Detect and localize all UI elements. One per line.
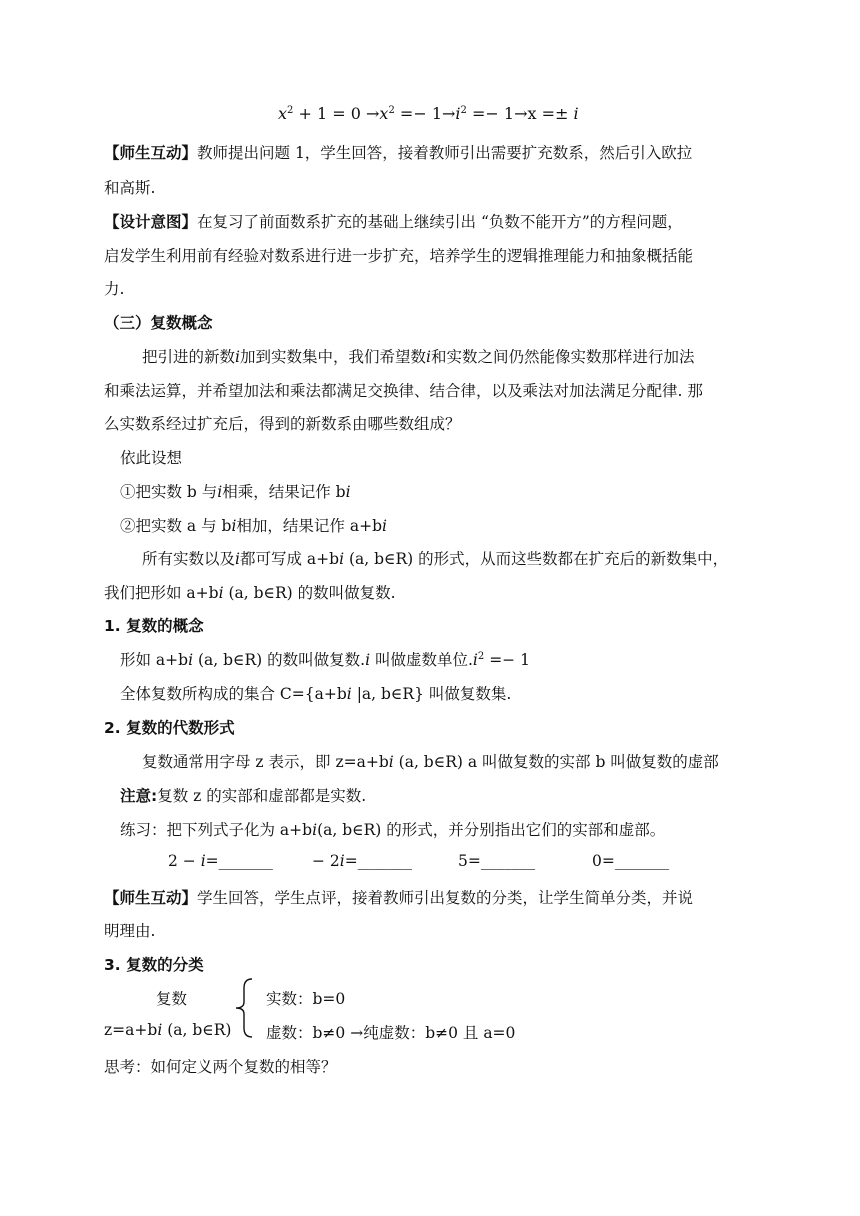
exercise-prompt: 练习：把下列式子化为 a+bi(a, b∈R) 的形式，并分别指出它们的实部和虚部。 bbox=[120, 821, 666, 839]
list-item-1: ①把实数 b 与i相乘，结果记作 bi bbox=[120, 483, 351, 501]
exercise-item-2: − 2i=_______ bbox=[312, 852, 412, 870]
list-item-2: ②把实数 a 与 bi相加，结果记作 a+bi bbox=[120, 517, 387, 535]
classification-real: 实数：b=0 bbox=[266, 990, 346, 1008]
section-heading-concept: （三）复数概念 bbox=[104, 314, 213, 332]
brace-icon bbox=[232, 978, 254, 1038]
paragraph-intro: 把引进的新数i加到实数集中，我们希望数i和实数之间仍然能像实数那样进行加法 bbox=[142, 348, 695, 366]
paragraph-interaction-1: 【师生互动】教师提出问题 1，学生回答，接着教师引出需要扩充数系，然后引入欧拉 bbox=[104, 144, 693, 162]
classification-imaginary: 虚数：b≠0 →纯虚数：b≠0 且 a=0 bbox=[266, 1024, 516, 1042]
paragraph-design-intent-line2: 启发学生利用前有经验对数系进行进一步扩充，培养学生的逻辑推理能力和抽象概括能 bbox=[104, 247, 694, 265]
paragraph-interaction-2: 【师生互动】学生回答，学生点评，接着教师引出复数的分类，让学生简单分类，并说 bbox=[104, 889, 694, 907]
paragraph-form: 所有实数以及i都可写成 a+bi (a, b∈R) 的形式，从而这些数都在扩充后的新数集中， bbox=[142, 550, 729, 568]
paragraph-intro-line3: 么实数系经过扩充后，得到的新数系由哪些数组成？ bbox=[104, 415, 461, 433]
definition-set: 全体复数所构成的集合 C={a+bi |a, b∈R} 叫做复数集. bbox=[120, 685, 512, 703]
exercise-item-3: 5=_______ bbox=[458, 852, 536, 870]
exercise-item-4: 0=_______ bbox=[592, 852, 670, 870]
paragraph-design-intent: 【设计意图】在复习了前面数系扩充的基础上继续引出 “负数不能开方”的方程问题， bbox=[104, 213, 683, 231]
exercise-item-1: 2 − i=_______ bbox=[168, 852, 273, 870]
paragraph-interaction-2-cont: 明理由. bbox=[104, 922, 156, 940]
paragraph-intro-line2: 和乘法运算，并希望加法和乘法都满足交换律、结合律，以及乘法对加法满足分配律. 那 bbox=[104, 382, 703, 400]
paragraph-form-line2: 我们把形如 a+bi (a, b∈R) 的数叫做复数. bbox=[104, 584, 396, 602]
note: 注意:复数 z 的实部和虚部都是实数. bbox=[120, 787, 367, 805]
classification-z: z=a+bi (a, b∈R) bbox=[104, 1021, 232, 1039]
think-question: 思考：如何定义两个复数的相等？ bbox=[104, 1058, 337, 1076]
paragraph-design-intent-line3: 力. bbox=[104, 280, 125, 298]
heading-concept: 1. 复数的概念 bbox=[104, 617, 204, 635]
definition-algebraic: 复数通常用字母 z 表示，即 z=a+bi (a, b∈R) a 叫做复数的实部 b 叫做复数的虚部 bbox=[142, 753, 719, 771]
heading-classification: 3. 复数的分类 bbox=[104, 956, 204, 974]
heading-algebraic-form: 2. 复数的代数形式 bbox=[104, 719, 235, 737]
definition-complex: 形如 a+bi (a, b∈R) 的数叫做复数.i 叫做虚数单位$.i^2 =- 1$ bbox=[120, 651, 530, 669]
paragraph-interaction-1-cont: 和高斯. bbox=[104, 179, 156, 197]
classification-label: 复数 bbox=[156, 990, 188, 1008]
paragraph-assumption: 依此设想 bbox=[120, 449, 183, 467]
formula-top: $x^2 + 1 = 0 \to x^2 =- 1\to i^2 =- 1\to x =\pm i$ bbox=[278, 104, 579, 123]
